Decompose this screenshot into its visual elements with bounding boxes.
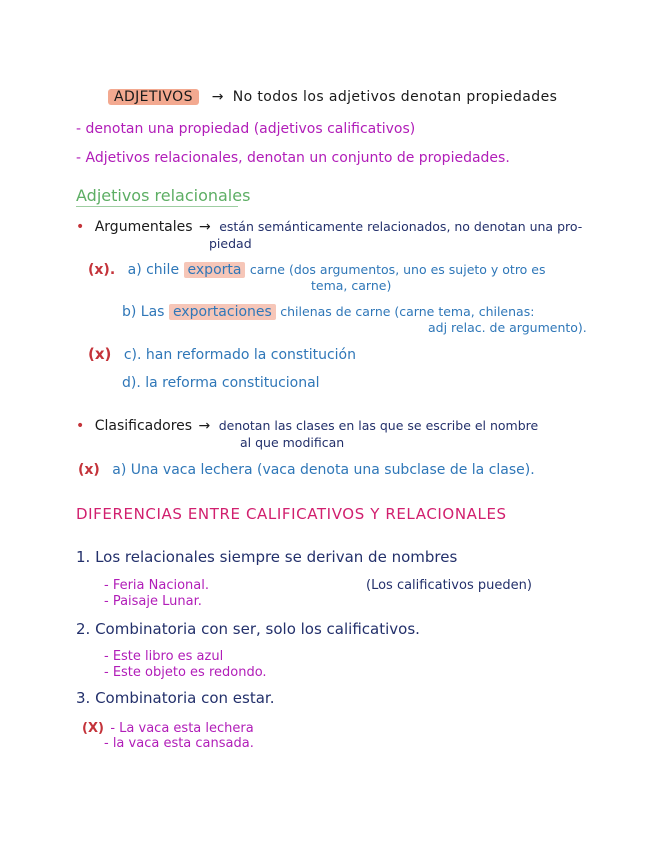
clasificadores-example-line [78, 462, 535, 478]
example-a-line-2: tema, carne) [311, 278, 392, 293]
section-heading-relacionales: Adjetivos relacionales [76, 186, 251, 205]
intro-line-2: - Adjetivos relacionales, denotan un conjunto de propiedades. [76, 150, 510, 166]
argumentales-label: Argumentales [94, 219, 193, 235]
diferencias-item-1-ex1: - Feria Nacional. [104, 578, 209, 593]
argumentales-desc-1: están semánticamente relacionados, no denotan una pro- [219, 219, 583, 234]
argumentales-bullet: • [76, 219, 85, 235]
example-b-line [122, 304, 534, 320]
example-a-line [88, 262, 546, 278]
title-line [108, 89, 557, 105]
example-b-pre: b) Las [122, 304, 165, 320]
example-a-pre: a) chile [127, 262, 180, 278]
example-x-marker-2: (x) [88, 345, 112, 363]
title-arrow: → [211, 89, 224, 105]
diferencias-item-2-ex1: - Este libro es azul [104, 649, 224, 664]
title-word-highlight: ADJETIVOS [108, 89, 199, 105]
clasificadores-bullet: • [76, 418, 85, 434]
example-d-text: d). la reforma constitucional [122, 375, 320, 391]
diferencias-item-2-ex2: - Este objeto es redondo. [104, 665, 267, 680]
argumentales-arrow: → [199, 219, 211, 235]
example-a-post: carne (dos argumentos, uno es sujeto y otro es [249, 262, 546, 277]
example-x-marker-1: (x). [88, 262, 116, 278]
example-b-line-2: adj relac. de argumento). [428, 320, 587, 335]
clasificadores-line [76, 418, 538, 434]
example-b-post: chilenas de carne (carne tema, chilenas: [280, 304, 535, 319]
section-heading-diferencias: DIFERENCIAS ENTRE CALIFICATIVOS Y RELACIONALES [76, 505, 507, 523]
diferencias-item-3-x-marker: (X) [82, 721, 104, 736]
clasificadores-label: Clasificadores [94, 418, 193, 434]
diferencias-item-1-note: (Los calificativos pueden) [366, 578, 532, 593]
intro-line-1: - denotan una propiedad (adjetivos calificativos) [76, 121, 416, 137]
diferencias-item-3-ex2: - la vaca esta cansada. [104, 736, 254, 751]
diferencias-item-1-ex2: - Paisaje Lunar. [104, 594, 202, 609]
section-heading-underline [76, 206, 238, 207]
clasificadores-arrow: → [198, 418, 211, 434]
example-c-line [88, 346, 356, 363]
clasificadores-x-marker: (x) [78, 462, 100, 478]
argumentales-line [76, 219, 582, 235]
diferencias-item-1-title: 1. Los relacionales siempre se derivan de nombres [76, 548, 458, 566]
example-c-text: c). han reformado la constitución [123, 347, 356, 363]
title-rest: No todos los adjetivos denotan propiedades [232, 89, 558, 105]
clasificadores-desc-2: al que modifican [240, 435, 345, 450]
clasificadores-desc-1: denotan las clases en las que se escribe el nombre [218, 418, 539, 433]
clasificadores-example-text: a) Una vaca lechera (vaca denota una subclase de la clase). [112, 462, 535, 478]
example-a-highlight: exporta [184, 262, 246, 278]
diferencias-item-3-ex1-line [82, 720, 254, 737]
diferencias-item-3-title: 3. Combinatoria con estar. [76, 689, 275, 707]
diferencias-item-3-ex1: - La vaca esta lechera [110, 721, 254, 736]
example-b-highlight: exportaciones [169, 304, 276, 320]
diferencias-item-2-title: 2. Combinatoria con ser, solo los calificativos. [76, 620, 420, 638]
argumentales-desc-2: piedad [209, 236, 252, 251]
